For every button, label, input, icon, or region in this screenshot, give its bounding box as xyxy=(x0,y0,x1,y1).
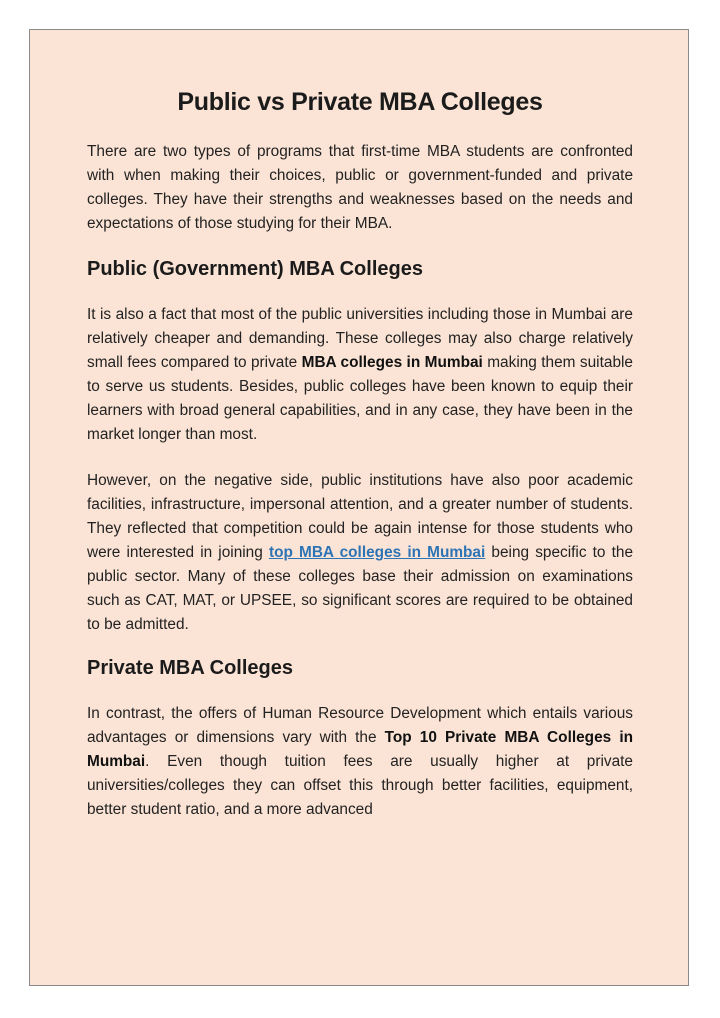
private-paragraph-1 xyxy=(87,702,633,822)
private-p1-text-start: In contrast, the offers of Human Resource Development which entails various advantages or dimensions vary with the xyxy=(87,705,633,746)
top-mba-colleges-link[interactable]: top MBA colleges in Mumbai xyxy=(268,544,486,561)
public-paragraph-2 xyxy=(87,469,633,637)
public-paragraph-1 xyxy=(87,303,633,447)
public-section-heading: Public (Government) MBA Colleges xyxy=(87,258,423,280)
document-page xyxy=(29,29,689,986)
private-p1-text-end: . Even though tuition fees are usually higher at private universities/colleges they can offset this through better facilities, equipment, better student ratio, and a more advanced xyxy=(87,753,633,818)
public-p2-text-start: However, on the negative side, public institutions have also poor academic facilities, infrastructure, impersonal attention, and a greater number of students. They reflected that competition could be again intense for those students who were interested in joining xyxy=(87,472,633,561)
page-title: Public vs Private MBA Colleges xyxy=(177,88,543,116)
public-p1-text-end: making them suitable to serve us students. Besides, public colleges have been known to equip their learners with broad general capabilities, and in any case, they have been in the market longer than most. xyxy=(87,354,633,443)
private-section-heading: Private MBA Colleges xyxy=(87,657,293,679)
private-p1-bold-term: Top 10 Private MBA Colleges in Mumbai xyxy=(87,729,633,770)
public-p1-bold-term: MBA colleges in Mumbai xyxy=(301,354,483,371)
document-body xyxy=(87,88,633,844)
public-p2-text-end: being specific to the public sector. Many of these colleges base their admission on examinations such as CAT, MAT, or UPSEE, so significant scores are required to be obtained to be admitted. xyxy=(87,544,633,633)
public-p1-text-start: It is also a fact that most of the public universities including those in Mumbai are relatively cheaper and demanding. These colleges may also charge relatively small fees compared to private xyxy=(87,306,633,371)
intro-paragraph: There are two types of programs that first-time MBA students are confronted with when making their choices, public or government-funded and private colleges. They have their strengths and weaknesses based on the needs and expectations of those studying for their MBA. xyxy=(87,143,633,232)
